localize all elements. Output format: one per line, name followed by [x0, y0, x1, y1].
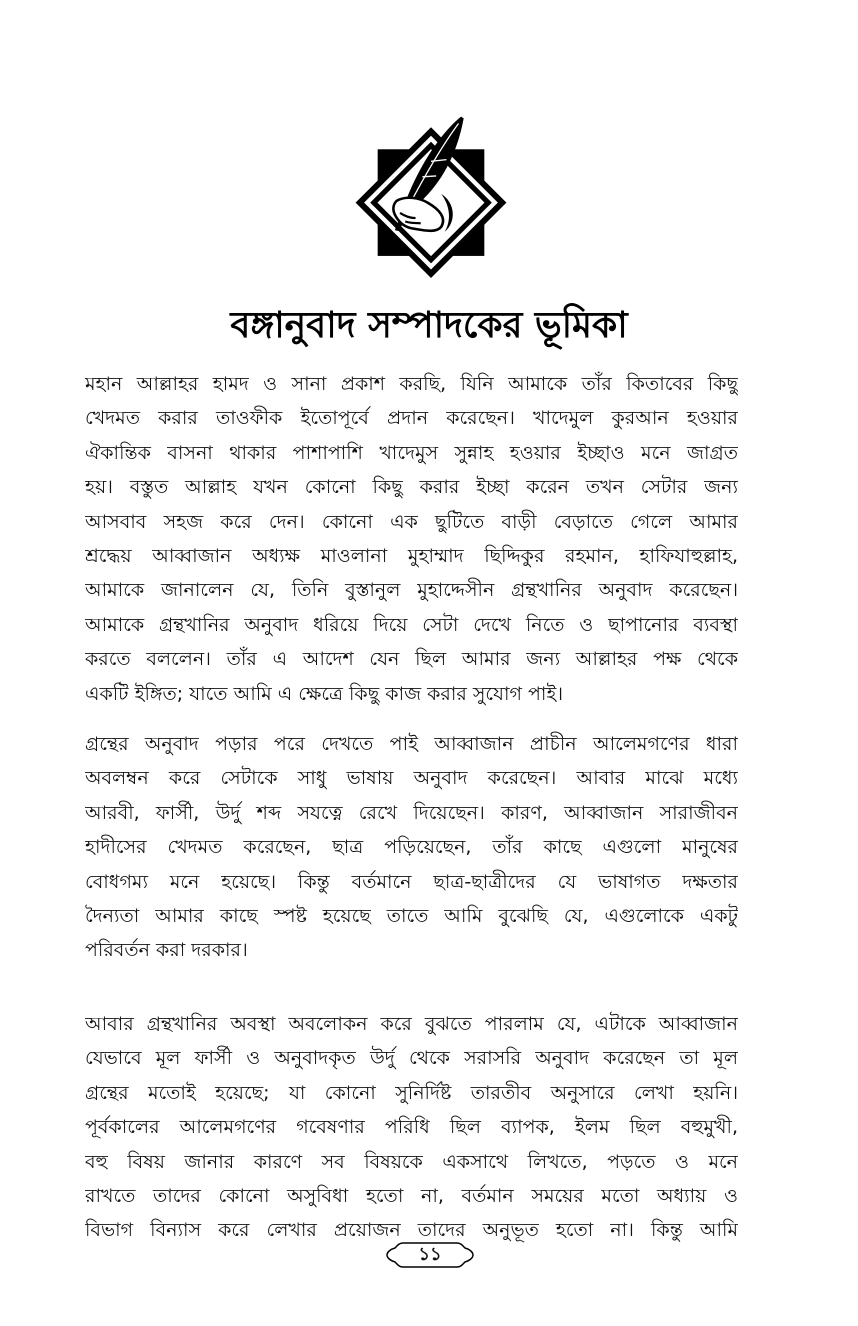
paragraph-3: [85, 1007, 738, 1248]
text-line: বোধগম্য মনে হয়েছে। কিন্তু বর্তমানে ছাত্র-ছাত্রীদের যে ভাষাগত দক্ষতার: [85, 870, 738, 893]
text-line: আসবাব সহজ করে দেন। কোনো এক ছুটিতে বাড়ী বেড়াতে গেলে আমার: [85, 510, 738, 533]
text-line: গ্রন্থের অনুবাদ পড়ার পরে দেখতে পাই আব্বাজান প্রাচীন আলেমগণের ধারা: [85, 733, 738, 755]
text-line: খেদমত করার তাওফীক ইতোপূর্বে প্রদান করেছেন। খাদেমুল কুরআন হওয়ার: [85, 407, 738, 430]
text-line: ঐকান্তিক বাসনা থাকার পাশাপাশি খাদেমুস সুন্নাহ হওয়ার ইচ্ছাও মনে জাগ্রত: [85, 441, 738, 464]
text-line: হয়। বস্তুত আল্লাহ যখন কোনো কিছু করার ইচ্ছা করেন তখন সেটার জন্য: [85, 476, 738, 499]
text-line: আরবী, ফার্সী, উর্দু শব্দ সযত্নে রেখে দিয়েছেন। কারণ, আব্বাজান সারাজীবন: [85, 801, 738, 824]
page-title: বঙ্গানুবাদ সম্পাদকের ভূমিকা: [230, 305, 628, 346]
text-line: মহান আল্লাহর হামদ ও সানা প্রকাশ করছি, যিনি আমাকে তাঁর কিতাবের কিছু: [85, 373, 738, 395]
quill-hand-star-emblem-icon: [345, 108, 517, 280]
text-line: দৈন্যতা আমার কাছে স্পষ্ট হয়েছে তাতে আমি বুঝেছি যে, এগুলোকে একটু: [85, 904, 738, 927]
text-line: রাখতে তাদের কোনো অসুবিধা হতো না, বর্তমান সময়ের মতো অধ্যায় ও: [85, 1184, 738, 1207]
text-line: আমাকে জানালেন যে, তিনি বুস্তানুল মুহাদ্দেসীন গ্রন্থখানির অনুবাদ করেছেন।: [85, 579, 738, 602]
page-number-text: ১১: [418, 1244, 442, 1265]
text-line: আবার গ্রন্থখানির অবস্থা অবলোকন করে বুঝতে পারলাম যে, এটাকে আব্বাজান: [85, 1013, 738, 1035]
text-line: যেভাবে মূল ফার্সী ও অনুবাদকৃত উর্দু থেকে সরাসরি অনুবাদ করেছেন তা মূল: [85, 1047, 738, 1070]
text-line: হাদীসের খেদমত করেছেন, ছাত্র পড়িয়েছেন, তাঁর কাছে এগুলো মানুষের: [85, 836, 738, 859]
text-line: অবলম্বন করে সেটাকে সাধু ভাষায় অনুবাদ করেছেন। আবার মাঝে মধ্যে: [85, 767, 738, 790]
text-line: আমাকে গ্রন্থখানির অনুবাদ ধরিয়ে দিয়ে সেটা দেখে নিতে ও ছাপানোর ব্যবস্থা: [85, 613, 738, 636]
text-line: করতে বললেন। তাঁর এ আদেশ যেন ছিল আমার জন্য আল্লাহর পক্ষ থেকে: [85, 648, 738, 671]
page-number: [385, 1240, 475, 1270]
text-line: পূর্বকালের আলেমগণের গবেষণার পরিধি ছিল ব্যাপক, ইলম ছিল বহুমুখী,: [85, 1116, 738, 1139]
text-line: একটি ইঙ্গিত; যাতে আমি এ ক্ষেত্রে কিছু কাজ করার সুযোগ পাই।: [85, 682, 564, 705]
paragraph-2: [85, 727, 738, 968]
text-line: গ্রন্থের মতোই হয়েছে; যা কোনো সুনির্দিষ্ট তারতীব অনুসারে লেখা হয়নি।: [85, 1081, 738, 1104]
text-line: শ্রদ্ধেয় আব্বাজান অধ্যক্ষ মাওলানা মুহাম্মাদ ছিদ্দিকুর রহমান, হাফিযাহুল্লাহ,: [85, 544, 738, 567]
text-line: বহু বিষয় জানার কারণে সব বিষয়কে একসাথে লিখতে, পড়তে ও মনে: [85, 1150, 738, 1173]
paragraph-1: [85, 367, 738, 711]
text-line: বিভাগ বিন্যাস করে লেখার প্রয়োজন তাদের অনুভূত হতো না। কিন্তু আমি: [85, 1219, 738, 1242]
text-line: পরিবর্তন করা দরকার।: [85, 939, 248, 962]
